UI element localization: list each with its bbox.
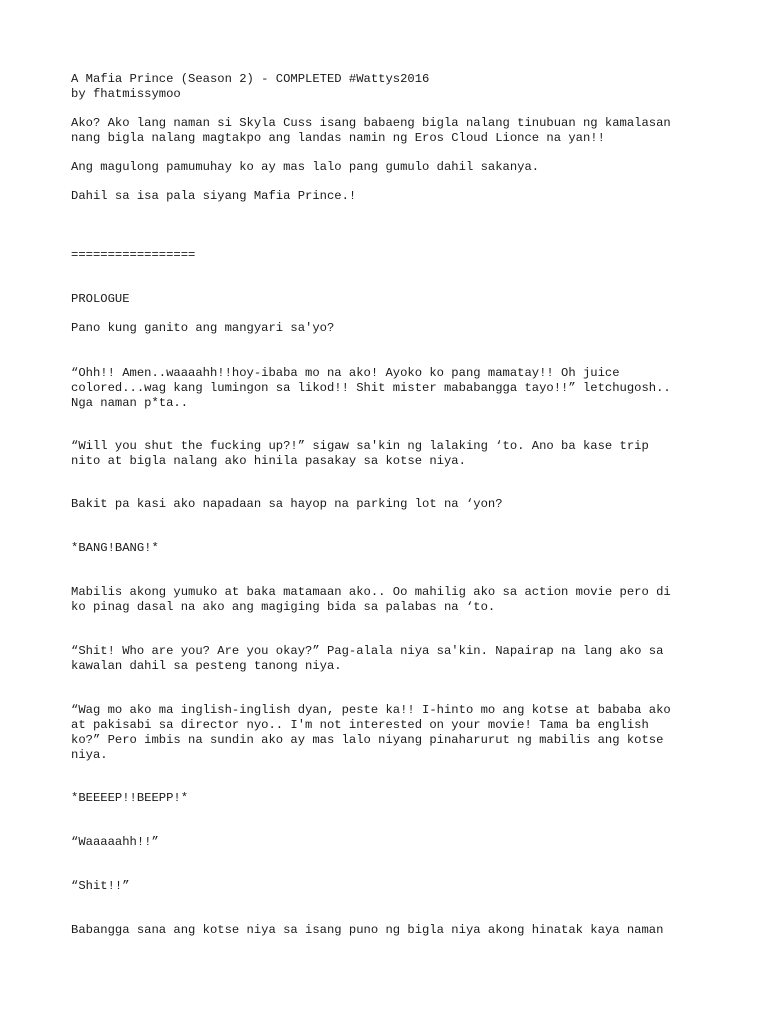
paragraph-line: Mabilis akong yumuko at baka matamaan ako.. Oo mahilig ako sa action movie pero di: [71, 585, 671, 599]
paragraph-line: *BEEEEP!!BEEPP!*: [71, 791, 189, 805]
document-page: [71, 0, 721, 1024]
blurb-line: Dahil sa isa pala siyang Mafia Prince.!: [71, 189, 357, 203]
paragraph-line: Pano kung ganito ang mangyari sa'yo?: [71, 321, 335, 335]
paragraph-line: “Wag mo ako ma inglish-inglish dyan, peste ka!! I-hinto mo ang kotse at bababa ako: [71, 703, 671, 717]
paragraph-line: ko pinag dasal na ako ang magiging bida sa palabas na ‘to.: [71, 600, 496, 614]
paragraph-line: niya.: [71, 748, 108, 762]
paragraph-line: *BANG!BANG!*: [71, 541, 159, 555]
document-title: A Mafia Prince (Season 2) - COMPLETED #Wattys2016: [71, 72, 430, 86]
paragraph-line: colored...wag kang lumingon sa likod!! Shit mister mababangga tayo!!” letchugosh..: [71, 381, 671, 395]
blurb-line: Ang magulong pamumuhay ko ay mas lalo pang gumulo dahil sakanya.: [71, 160, 540, 174]
paragraph-line: “Shit! Who are you? Are you okay?” Pag-alala niya sa'kin. Napairap na lang ako sa: [71, 644, 664, 658]
paragraph-line: “Will you shut the fucking up?!” sigaw sa'kin ng lalaking ‘to. Ano ba kase trip: [71, 439, 649, 453]
paragraph-line: Bakit pa kasi ako napadaan sa hayop na parking lot na ‘yon?: [71, 497, 503, 511]
prologue-heading: PROLOGUE: [71, 292, 130, 306]
section-divider: =================: [71, 248, 196, 262]
paragraph-line: Nga naman p*ta..: [71, 396, 189, 410]
paragraph-line: kawalan dahil sa pesteng tanong niya.: [71, 659, 342, 673]
paragraph-line: “Ohh!! Amen..waaaahh!!hoy-ibaba mo na ako! Ayoko ko pang mamatay!! Oh juice: [71, 366, 620, 380]
document-byline: by fhatmissymoo: [71, 87, 181, 101]
paragraph-line: Babangga sana ang kotse niya sa isang puno ng bigla niya akong hinatak kaya naman: [71, 923, 664, 937]
paragraph-line: nito at bigla nalang ako hinila pasakay sa kotse niya.: [71, 454, 466, 468]
paragraph-line: ko?” Pero imbis na sundin ako ay mas lalo niyang pinaharurut ng mabilis ang kotse: [71, 733, 664, 747]
blurb-line: Ako? Ako lang naman si Skyla Cuss isang babaeng bigla nalang tinubuan ng kamalasan: [71, 116, 671, 130]
paragraph-line: “Waaaaahh!!”: [71, 835, 159, 849]
paragraph-line: at pakisabi sa director nyo.. I'm not interested on your movie! Tama ba english: [71, 718, 649, 732]
blurb-line: nang bigla nalang magtakpo ang landas namin ng Eros Cloud Lionce na yan!!: [71, 131, 605, 145]
paragraph-line: “Shit!!”: [71, 879, 130, 893]
